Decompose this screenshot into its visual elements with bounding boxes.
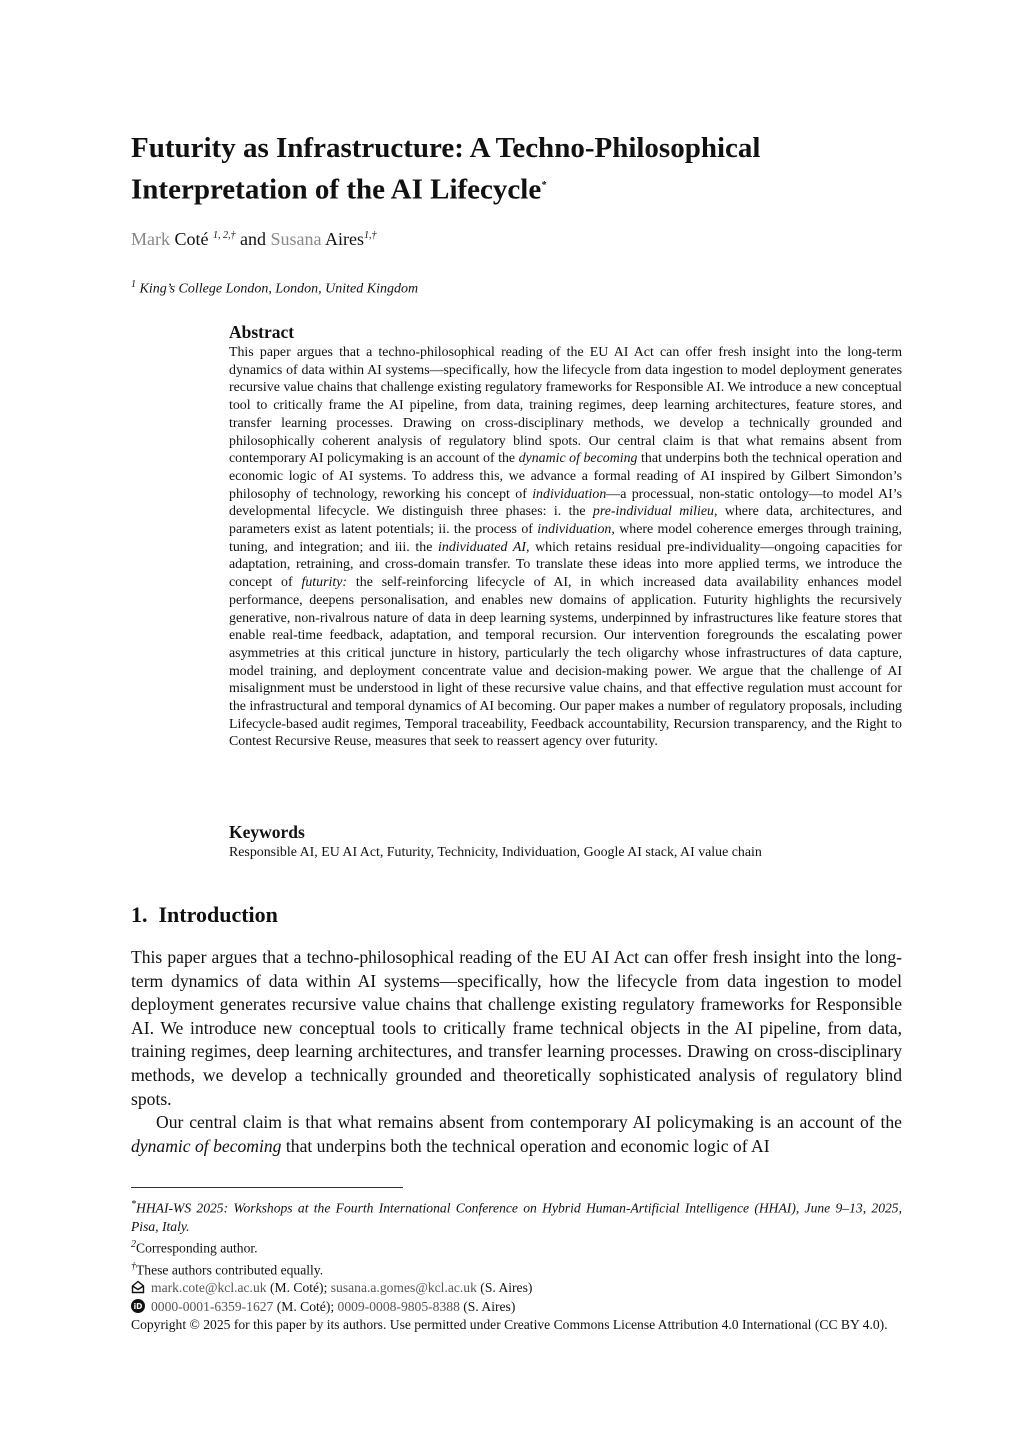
footnote-emails [131,1279,902,1297]
text-run: —a processual, non-static ontology—to model AI’s developmental lifecycle. We distinguish three phases: i. the [229,486,902,520]
emphasis: individuation [532,486,607,502]
footnote-mark: * [131,1199,136,1210]
author-first-name: Mark [131,229,170,249]
paragraph: This paper argues that a techno-philosophical reading of the EU AI Act can offer fresh insight into the long-term dynamics of data within AI systems—specifically, how the lifecycle from data ingestion to model deployment generates recursive value chains that challenge existing regulatory frameworks for Responsible AI. We introduce new conceptual tools to critically frame technical objects in the AI pipeline, from data, training regimes, deep learning architectures, and transfer learning processes. Drawing on cross-disciplinary methods, we develop a technically grounded and theoretically sophisticated analysis of regulatory blind spots. [131,947,902,1109]
footnote-text: (S. Aires) [476,1280,533,1296]
orcid-link[interactable]: 0009-0008-9805-8388 [337,1298,460,1314]
footnote-corresponding [131,1236,902,1258]
emphasis: pre-individual milieu [592,504,714,520]
text-run: , where data, architectures, and parameters exist as latent potentials; ii. the process of [229,504,902,538]
footnote-text: Corresponding author. [136,1240,258,1256]
svg-text:iD: iD [133,1301,143,1311]
footnote-text: HHAI-WS 2025: Workshops at the Fourth International Conference on Hybrid Human-Artificial Intelligence (HHAI), June 9–13, 2025, Pisa, Italy. [131,1200,902,1234]
paragraph [131,1111,902,1158]
text-run: , where model coherence emerges through training, tuning, and integration; and iii. the [229,522,902,555]
footnote-conference [131,1196,902,1236]
footnote-text: (S. Aires) [459,1298,516,1314]
text-run: the self-reinforcing lifecycle of AI, in which increased data availability enhances model performance, deepens personalisation, and enables new domains of application. Futurity highlights the recursively generative, non-rivalrous nature of data in deep learning systems, underpinned by infrastructures like feature stores that enable real-time feedback, adaptation, and temporal recursion. Our intervention foregrounds the escalating power asymmetries at this critical juncture in history, particularly the tech oligarchy whose infrastructures of data capture, model training, and deployment concentrate value and decision-making power. We argue that the challenge of AI misalignment must be understood in light of these recursive value chains, and that effective regulation must account for the infrastructural and temporal dynamics of AI becoming. Our paper makes a number of regulatory proposals, including Lifecycle-based audit regimes, Temporal traceability, Feedback accountability, Recursion transparency, and the Right to Contest Recursive Reuse, measures that seek to reassert agency over futurity. [229,575,902,750]
footnote-equal [131,1258,902,1280]
author-first-name: Susana [270,229,322,249]
affiliation-mark: 1 [131,279,136,290]
footnote-mark: † [131,1260,136,1272]
envelope-icon [131,1280,145,1294]
keywords-text: Responsible AI, EU AI Act, Futurity, Technicity, Individuation, Google AI stack, AI value chain [229,845,762,860]
emphasis: dynamic of becoming [518,451,638,467]
emphasis: dynamic of becoming [131,1135,282,1156]
footnote-mark: 2 [131,1238,136,1250]
text-run: , which retains residual pre-individuality—ongoing capacities for adaptation, retraining, and cross-domain transfer. To translate these ideas into more applied terms, we introduce the concept of [229,539,902,591]
text-run: This paper argues that a techno-philosophical reading of the EU AI Act can offer fresh insight into the long-term dynamics of data within AI systems—specifically, how the lifecycle from data ingestion to model deployment generates recursive value chains that challenge existing regulatory frameworks for Responsible AI. We introduce a new conceptual tool to critically frame the AI pipeline, from data, training regimes, deep learning architectures, feature stores, and transfer learning processes. Drawing on cross-disciplinary methods, we develop a technically grounded and philosophically coherent analysis of regulatory blind spots. Our central claim is that what remains absent from contemporary AI policymaking is an account of the [229,345,902,467]
emphasis: individuated AI [438,539,526,555]
copyright-notice: Copyright © 2025 for this paper by its authors. Use permitted under Creative Commons License Attribution 4.0 International (CC BY 4.0). [131,1316,888,1332]
author-affil-mark: 1, 2,† [213,230,236,241]
body-text [131,946,902,1158]
footnote-orcids [131,1298,902,1316]
abstract [229,322,902,751]
author-affil-mark: 1,† [364,230,377,241]
emphasis: futurity: [301,575,348,591]
orcid-link[interactable]: 0000-0001-6359-1627 [151,1298,274,1314]
keywords-heading: Keywords [229,822,305,842]
orcid-icon [131,1299,145,1313]
email-link[interactable]: susana.a.gomes@kcl.ac.uk [330,1280,477,1296]
keywords [229,822,902,862]
abstract-heading: Abstract [229,322,295,342]
abstract-text [229,344,902,751]
section-title: Introduction [158,902,278,927]
section-number: 1. [131,902,148,927]
text-run: that underpins both the technical operation and economic logic of AI [281,1135,770,1156]
author-conjunction: and [240,229,266,249]
footnote-text: (M. Coté); [266,1280,331,1296]
author-last-name: Coté [174,229,209,249]
footnote-text: These authors contributed equally. [136,1262,324,1278]
author-line [131,229,377,250]
text-run: that underpins both the technical operation and economic logic of AI systems. To address this, we advance a formal reading of AI inspired by Gilbert Simondon’s philosophy of technology, reworking his concept of [229,451,902,502]
footnotes [131,1196,902,1334]
affiliation [131,279,418,298]
title-footnote-mark: * [541,180,547,191]
footnote-text: (M. Coté); [273,1298,338,1314]
emphasis: individuation [537,522,612,538]
footnote-rule [131,1187,403,1188]
author-last-name: Aires [325,229,365,249]
title-text: Futurity as Infrastructure: A Techno-Philosophical Interpretation of the AI Lifecycle [131,132,761,206]
section-heading [131,902,278,928]
affiliation-text: King’s College London, London, United Kingdom [139,281,419,297]
text-run: Our central claim is that what remains absent from contemporary AI policymaking is an account of the [156,1112,902,1133]
email-link[interactable]: mark.cote@kcl.ac.uk [151,1280,267,1296]
paper-title [131,130,911,209]
